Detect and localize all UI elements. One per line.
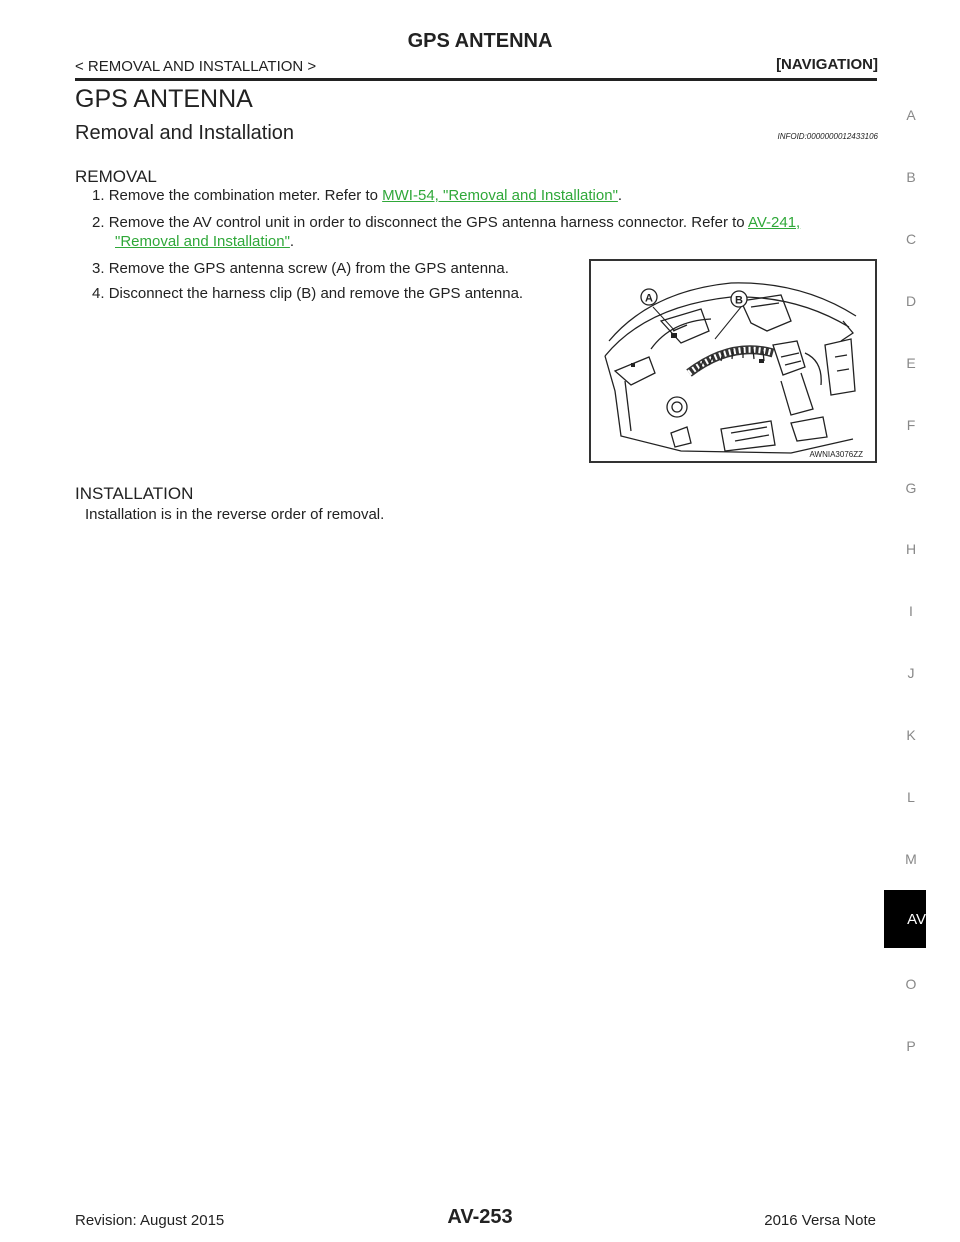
step-3 — [92, 259, 509, 279]
step-text: Remove the AV control unit in order to disconnect the GPS antenna harness connector. Refer to — [108, 214, 748, 231]
figure-code: AWNIA3076ZZ — [809, 450, 863, 459]
step-number: 2. — [92, 214, 105, 231]
footer-page-number: AV-253 — [447, 1206, 513, 1228]
step-number: 3. — [92, 260, 105, 277]
callout-a-label: A — [645, 292, 653, 305]
side-index-j[interactable]: J — [907, 665, 915, 681]
footer-model: 2016 Versa Note — [764, 1212, 876, 1229]
step-text: Disconnect the harness clip (B) and remove the GPS antenna. — [108, 285, 524, 302]
step-text: Remove the GPS antenna screw (A) from the GPS antenna. — [108, 260, 509, 277]
step-4 — [92, 284, 523, 304]
side-index-l[interactable]: L — [907, 789, 915, 805]
side-index-c[interactable]: C — [905, 231, 917, 247]
link-mwi-54[interactable]: MWI-54, "Removal and Installation" — [382, 187, 618, 204]
step-number: 4. — [92, 285, 105, 302]
side-index-d[interactable]: D — [905, 293, 917, 309]
breadcrumb: < REMOVAL AND INSTALLATION > — [75, 58, 317, 75]
side-index-b[interactable]: B — [906, 169, 916, 185]
installation-text: Installation is in the reverse order of removal. — [85, 506, 385, 523]
side-index-m[interactable]: M — [905, 851, 917, 867]
step-2-cont: "Removal and Installation". — [115, 233, 295, 250]
step-1: 1. Remove the combination meter. Refer to MWI-54, "Removal and Installation". — [92, 187, 623, 204]
side-index-e[interactable]: E — [906, 355, 916, 371]
side-index-f[interactable]: F — [906, 417, 916, 433]
section-subtitle: Removal and Installation — [75, 122, 295, 144]
side-index-av-active[interactable]: AV — [884, 890, 926, 948]
side-index-o[interactable]: O — [905, 976, 917, 992]
link-av-241[interactable]: AV-241, — [747, 214, 801, 231]
side-index-h[interactable]: H — [905, 541, 917, 557]
side-index-i[interactable]: I — [909, 603, 913, 619]
callout-b-label: B — [735, 294, 743, 307]
step-text: Remove the combination meter. Refer to — [108, 187, 383, 204]
side-index-k[interactable]: K — [906, 727, 916, 743]
side-index-a[interactable]: A — [906, 107, 916, 123]
info-id: INFOID:0000000012433106 — [777, 132, 878, 141]
gps-antenna-illustration — [591, 261, 875, 461]
removal-heading: REMOVAL — [75, 167, 157, 186]
side-index-g[interactable]: G — [905, 480, 917, 496]
running-header-title: GPS ANTENNA — [407, 30, 553, 52]
category-label: [NAVIGATION] — [776, 56, 878, 73]
step-number: 1. — [92, 187, 105, 204]
step-2 — [92, 213, 882, 233]
header-rule — [75, 78, 877, 81]
page-title: GPS ANTENNA — [75, 85, 253, 113]
link-removal-installation[interactable]: "Removal and Installation" — [115, 233, 290, 250]
footer-revision: Revision: August 2015 — [75, 1212, 225, 1229]
gps-antenna-figure — [589, 259, 877, 463]
side-index-p[interactable]: P — [906, 1038, 916, 1054]
installation-heading: INSTALLATION — [75, 484, 194, 503]
